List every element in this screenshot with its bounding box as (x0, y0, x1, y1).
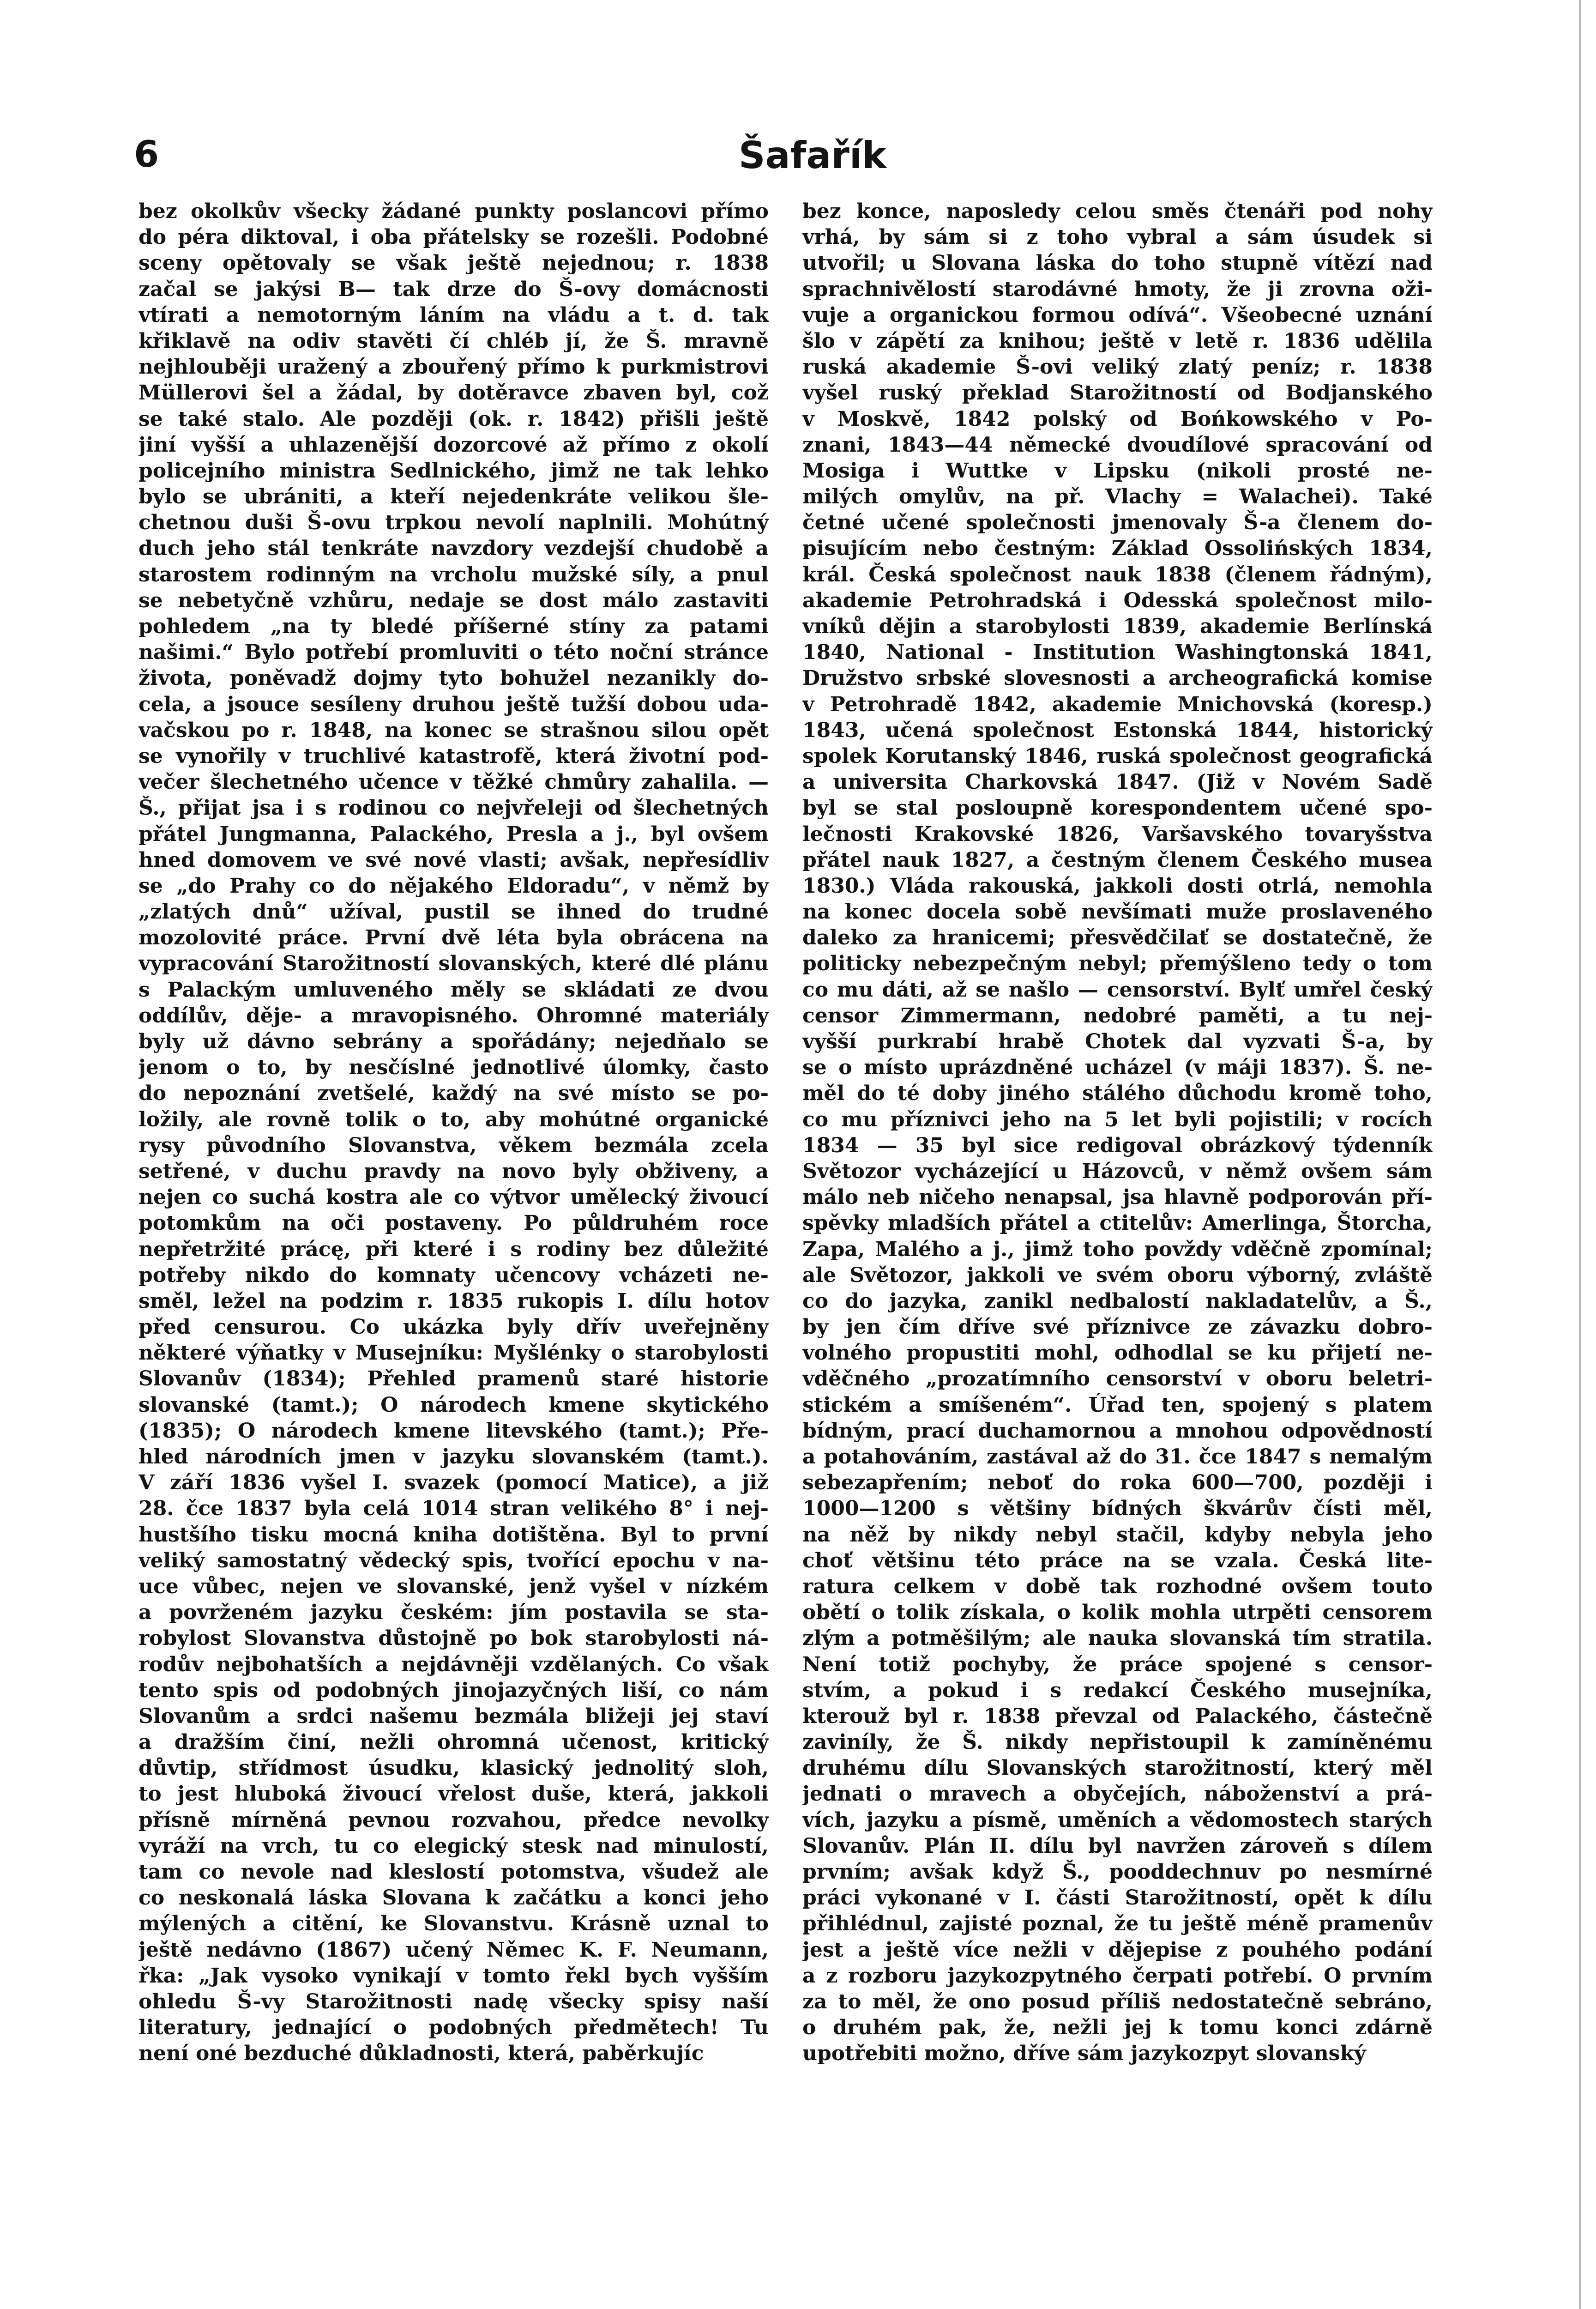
text-line: není oné bezduché důkladnosti, která, paběrkujíc (139, 2042, 704, 2066)
text-line: cela, a jsouce sesíleny druhou ještě tužší dobou uda- (139, 692, 769, 716)
text-line: upotřebiti možno, dříve sám jazykozpyt slovanský (802, 2042, 1366, 2066)
text-line: ratura celkem v době tak rozhodné ovšem touto (802, 1574, 1433, 1598)
right-text-column (802, 199, 1433, 2304)
text-line: V září 1836 vyšel I. svazek (pomocí Matice), a již (139, 1471, 769, 1495)
text-line: 1843, učená společnost Estonská 1844, historický (802, 718, 1433, 742)
text-line: bylo se ubrániti, a kteří nejedenkráte velikou šle- (139, 485, 769, 509)
text-line: „zlatých dnů“ užíval, pustil se ihned do trudné (139, 900, 769, 924)
text-line: druhému dílu Slovanských starožitností, který měl (802, 1756, 1433, 1780)
text-line: Müllerovi šel a žádal, by dotěravce zbaven byl, což (139, 381, 769, 405)
text-line: hled národních jmen v jazyku slovanském (tamt.). (139, 1445, 769, 1469)
text-line: ohledu Š-vy Starožitnosti nadę všecky spisy naší (139, 1989, 769, 2013)
text-line: Š., přijat jsa i s rodinou co nejvřeleji od šlechetných (139, 796, 769, 820)
text-line: tam co nevole nad kleslostí potomstva, všudež ale (139, 1860, 769, 1884)
running-head-title: Šafařík (739, 134, 887, 177)
text-line: se „do Prahy co do nějakého Eldoradu“, v němž by (139, 874, 769, 898)
text-line: Slovanův. Plán II. dílu byl navržen zároveň s dílem (802, 1834, 1433, 1858)
text-line: zlým a potměšilým; ale nauka slovanská tím stratila. (802, 1626, 1433, 1650)
text-line: ještě nedávno (1867) učený Němec K. F. Neumann, (139, 1938, 769, 1962)
text-line: 28. čce 1837 byla celá 1014 stran velikého 8° i nej- (139, 1497, 769, 1521)
text-line: hustšího tisku mocná kniha dotištěna. Byl to první (139, 1523, 769, 1547)
text-line: jiní vyšší a uhlazenější dozorcové až přímo z okolí (139, 433, 769, 457)
text-line: choť většinu této práce na se vzala. Česká lite- (802, 1548, 1433, 1572)
text-line: Není totiž pochyby, že práce spojené s censor- (802, 1652, 1433, 1676)
text-line: nejen co suchá kostra ale co výtvor umělecký živoucí (139, 1185, 769, 1209)
text-line: za to měl, že ono posud příliš nedostatečně sebráno, (802, 1989, 1433, 2013)
text-line: šlo v zápětí za knihou; ještě v letě r. 1836 udělila (802, 329, 1433, 353)
text-line: se také stalo. Ale později (ok. r. 1842) přišli ještě (139, 407, 769, 431)
text-line: vníků dějin a starobylosti 1839, akademie Berlínská (802, 615, 1433, 638)
text-line: rysy původního Slovanstva, věkem bezmála zcela (139, 1133, 769, 1157)
text-line: utvořil; u Slovana láska do toho stupně vítězí nad (802, 251, 1433, 275)
text-line: potomkům na oči postaveny. Po půldruhém roce (139, 1211, 769, 1235)
text-line: vypracování Starožitností slovanských, které dlé plánu (139, 952, 769, 976)
text-line: a z rozboru jazykozpytného čerpati potřebí. O prvním (802, 1964, 1433, 1988)
text-line: našimi.“ Bylo potřebí promluviti o této noční stránce (139, 641, 769, 665)
text-line: co do jazyka, zanikl nedbalostí nakladatelův, a Š., (802, 1289, 1433, 1313)
page-edge-rule (1579, 0, 1581, 2309)
text-line: vuje a organickou formou odívá“. Všeobecné uznání (802, 303, 1433, 327)
text-line: spěvky mladších přátel a ctitelův: Amerlinga, Štorcha, (802, 1211, 1433, 1235)
text-line: 1840, National - Institution Washingtonská 1841, (802, 641, 1433, 665)
text-line: do péra diktoval, i oba přátelsky se rozešli. Podobné (139, 225, 769, 249)
text-line: některé výňatky v Musejníku: Myšlénky o starobylosti (139, 1341, 769, 1365)
text-line: ale Světozor, jakkoli ve svém oboru výborný, zvláště (802, 1263, 1433, 1287)
text-line: života, poněvadž dojmy tyto bohužel nezanikly do- (139, 666, 769, 690)
text-line: ložily, ale rovně tolik o to, aby mohútné organické (139, 1107, 769, 1131)
text-line: Zapa, Malého a j., jimž toho povždy vděčně zpomínal; (802, 1237, 1433, 1261)
page-header (134, 134, 1459, 185)
text-line: vačskou po r. 1848, na konec se strašnou silou opět (139, 718, 769, 742)
text-line: byl se stal posloupně korespondentem učené spo- (802, 796, 1433, 820)
text-line: Slovanův (1834); Přehled pramenů staré historie (139, 1367, 769, 1391)
text-line: rodův nejbohatších a nejdávněji vzdělaných. Co však (139, 1652, 769, 1676)
text-line: uce vůbec, nejen ve slovanské, jenž vyšel v nízkém (139, 1574, 769, 1598)
text-line: nepřetržité prácę, při které i s rodiny bez důležité (139, 1237, 769, 1261)
text-line: co mu dáti, až se našlo — censorství. Bylť umřel český (802, 978, 1433, 1002)
text-line: a povrženém jazyku českém: jím postavila se sta- (139, 1601, 769, 1625)
text-line: to jest hluboká živoucí vřelost duše, která, jakkoli (139, 1782, 769, 1806)
text-line: setřené, v duchu pravdy na novo byly obživeny, a (139, 1159, 769, 1183)
text-line: a dražším činí, nežli ohromná učenost, kritický (139, 1730, 769, 1754)
text-line: četné učené společnosti jmenovaly Š-a členem do- (802, 511, 1433, 535)
text-line: by jen čím dříve své příznivce ze závazku dobro- (802, 1315, 1433, 1339)
text-line: znani, 1843—44 německé dvoudílové spracování od (802, 433, 1433, 457)
text-line: v Moskvě, 1842 polský od Bońkowského v Po- (802, 407, 1433, 431)
text-line: veliký samostatný vědecký spis, tvořící epochu v na- (139, 1548, 769, 1572)
text-line: řka: „Jak vysoko vynikají v tomto řekl bych vyšším (139, 1964, 769, 1988)
text-line: vděčného „prozatímního censorství v oboru beletri- (802, 1367, 1433, 1391)
text-line: přihlédnul, zajisté poznal, že tu ještě méně pramenův (802, 1912, 1433, 1936)
text-line: lečnosti Krakovské 1826, Varšavského tovaryšstva (802, 822, 1433, 846)
text-line: důvtip, střídmost úsudku, klasický jednolitý sloh, (139, 1756, 769, 1780)
text-line: prvním; avšak když Š., pooddechnuv po nesmírné (802, 1860, 1433, 1884)
text-line: jednati o mravech a obyčejích, náboženství a prá- (802, 1782, 1433, 1806)
text-line: starostem rodinným na vrcholu mužské síly, a pnul (139, 562, 769, 586)
text-line: měl do té doby jiného stálého důchodu kromě toho, (802, 1082, 1433, 1106)
text-line: křiklavě na odiv stavěti čí chléb jí, že Š. mravně (139, 329, 769, 353)
text-line: Družstvo srbské slovesnosti a archeografická komise (802, 666, 1433, 690)
text-line: spolek Korutanský 1846, ruská společnost geografická (802, 744, 1433, 768)
text-line: vích, jazyku a písmě, uměních a vědomostech starých (802, 1808, 1433, 1832)
text-line: s Palackým umluveného měly se skládati ze dvou (139, 978, 769, 1002)
text-line: o druhém pak, že, nežli jej k tomu konci zdárně (802, 2016, 1433, 2040)
text-line: ruská akademie Š-ovi veliký zlatý peníz; r. 1838 (802, 355, 1433, 379)
text-line: censor Zimmermann, nedobré paměti, a tu nej- (802, 1003, 1433, 1028)
text-line: kterouž byl r. 1838 převzal od Palackého, částečně (802, 1704, 1433, 1728)
text-line: oddílův, děje- a mravopisného. Ohromné materiály (139, 1003, 769, 1028)
text-line: volného propustiti mohl, odhodlal se ku přijetí ne- (802, 1341, 1433, 1365)
text-line: 1000—1200 s většiny bídných škvárův čísti měl, (802, 1497, 1433, 1521)
text-line: tento spis od podobných jinojazyčných liší, co nám (139, 1678, 769, 1702)
left-text-column (139, 199, 769, 2304)
text-line: stvím, a pokud i s redakcí Českého musejníka, (802, 1678, 1433, 1702)
text-line: a universita Charkovská 1847. (Již v Novém Sadě (802, 770, 1433, 794)
text-line: literatury, jednající o podobných předmětech! Tu (139, 2016, 769, 2040)
text-line: duch jeho stál tenkráte navzdory vezdejší chudobě a (139, 537, 769, 561)
text-line: daleko za hranicemi; přesvědčilať se dostatečně, že (802, 926, 1433, 950)
text-line: 1830.) Vláda rakouská, jakkoli dosti otrlá, nemohla (802, 874, 1433, 898)
text-line: směl, ležel na podzim r. 1835 rukopis I. dílu hotov (139, 1289, 769, 1313)
text-line: vyšší purkrabí hrabě Chotek dal vyzvati Š-a, by (802, 1030, 1433, 1053)
text-line: práci vykonané v I. části Starožitností, opět k dílu (802, 1886, 1433, 1910)
text-line: přátel Jungmanna, Palackého, Presla a j., byl ovšem (139, 822, 769, 846)
text-line: na konec docela sobě nevšímati muže proslaveného (802, 900, 1433, 924)
text-line: Mosiga i Wuttke v Lipsku (nikoli prosté ne- (802, 459, 1433, 483)
text-line: 1834 — 35 byl sice redigoval obrázkový týdenník (802, 1133, 1433, 1157)
text-line: nejhlouběji uražený a zbouřený přímo k purkmistrovi (139, 355, 769, 379)
text-line: málo neb ničeho nenapsal, jsa hlavně podporován pří- (802, 1185, 1433, 1209)
text-line: před censurou. Co ukázka byly dřív uveřejněny (139, 1315, 769, 1339)
text-line: bez okolkův všecky žádané punkty poslancovi přímo (139, 199, 769, 223)
text-line: se o místo uprázdněné ucházel (v máji 1837). Š. ne- (802, 1056, 1433, 1080)
text-line: co mu příznivci jeho na 5 let byli pojistili; v rocích (802, 1107, 1433, 1131)
text-line: milých omylův, na př. Vlachy = Walachei). Také (802, 485, 1433, 509)
text-line: přísně mírněná pevnou rozvahou, předce nevolky (139, 1808, 769, 1832)
text-line: jest a ještě více nežli v dějepise z pouhého podání (802, 1938, 1433, 1962)
text-line: politicky nebezpečným nebyl; přemýšleno tedy o tom (802, 952, 1433, 976)
text-line: přátel nauk 1827, a čestným členem Českého musea (802, 848, 1433, 872)
text-line: začal se jakýsi B— tak drze do Š-ovy domácnosti (139, 277, 769, 301)
text-line: mozolovité práce. První dvě léta byla obrácena na (139, 926, 769, 950)
text-line: mýlených a citění, ke Slovanstvu. Krásně uznal to (139, 1912, 769, 1936)
text-line: v Petrohradě 1842, akademie Mnichovská (koresp.) (802, 692, 1433, 716)
text-line: policejního ministra Sedlnického, jimž ne tak lehko (139, 459, 769, 483)
text-line: byly už dávno sebrány a spořádány; nejedňalo se (139, 1030, 769, 1053)
text-line: slovanské (tamt.); O národech kmene skytického (139, 1393, 769, 1417)
text-line: akademie Petrohradská i Odesská společnost milo- (802, 588, 1433, 612)
text-line: do nepoznání zvetšelé, každý na své místo se po- (139, 1082, 769, 1106)
text-line: na něž by nikdy nebyl stačil, kdyby nebyla jeho (802, 1523, 1433, 1547)
text-line: pisujícím nebo čestným: Základ Ossolińských 1834, (802, 537, 1433, 561)
text-line: vtírati a nemotorným láním na vládu a t. d. tak (139, 303, 769, 327)
text-line: co neskonalá láska Slovana k začátku a konci jeho (139, 1886, 769, 1910)
text-line: a potahováním, zastával až do 31. čce 1847 s nemalým (802, 1445, 1433, 1469)
text-line: zaviníly, že Š. nikdy nepřistoupil k zamíněnému (802, 1730, 1433, 1754)
text-line: potřeby nikdo do komnaty učencovy vcházeti ne- (139, 1263, 769, 1287)
text-line: stickém a smíšeném“. Úřad ten, spojený s platem (802, 1393, 1433, 1417)
text-line: vrhá, by sám si z toho vybral a sám úsudek si (802, 225, 1433, 249)
text-line: sceny opětovaly se však ještě nejednou; r. 1838 (139, 251, 769, 275)
text-line: večer šlechetného učence v těžké chmůry zahalila. — (139, 770, 769, 794)
text-line: se nebetyčně vzhůru, nedaje se dost málo zastaviti (139, 588, 769, 612)
text-line: robylost Slovanstva důstojně po bok starobylosti ná- (139, 1626, 769, 1650)
text-line: Slovanům a srdci našemu bezmála bližeji jej staví (139, 1704, 769, 1728)
text-line: král. Česká společnost nauk 1838 (členem řádným), (802, 562, 1433, 586)
text-line: se vynořily v truchlivé katastrofě, která životní pod- (139, 744, 769, 768)
text-line: sebezapřením; neboť do roka 600—700, později i (802, 1471, 1433, 1495)
text-line: bez konce, naposledy celou směs čtenáři pod nohy (802, 199, 1433, 223)
text-line: sprachnivělostí starodávné hmoty, že ji zrovna oži- (802, 277, 1433, 301)
text-line: jenom o to, by nesčíslné jednotlivé úlomky, často (139, 1056, 769, 1080)
text-line: Světozor vycházející u Házovců, v němž ovšem sám (802, 1159, 1433, 1183)
page-number: 6 (134, 134, 159, 175)
text-line: (1835); O národech kmene litevského (tamt.); Pře- (139, 1419, 769, 1443)
text-line: obětí o tolik získala, o kolik mohla utrpěti censorem (802, 1601, 1433, 1625)
text-line: vyráží na vrch, tu co elegický stesk nad minulostí, (139, 1834, 769, 1858)
text-line: pohledem „na ty bledé příšerné stíny za patami (139, 615, 769, 638)
text-line: hned domovem ve své nové vlasti; avšak, nepřesídliv (139, 848, 769, 872)
text-line: bídným, prací duchamornou a mnohou odpovědností (802, 1419, 1433, 1443)
text-line: vyšel ruský překlad Starožitností od Bodjanského (802, 381, 1433, 405)
text-line: chetnou duši Š-ovu trpkou nevolí naplnili. Mohútný (139, 511, 769, 535)
